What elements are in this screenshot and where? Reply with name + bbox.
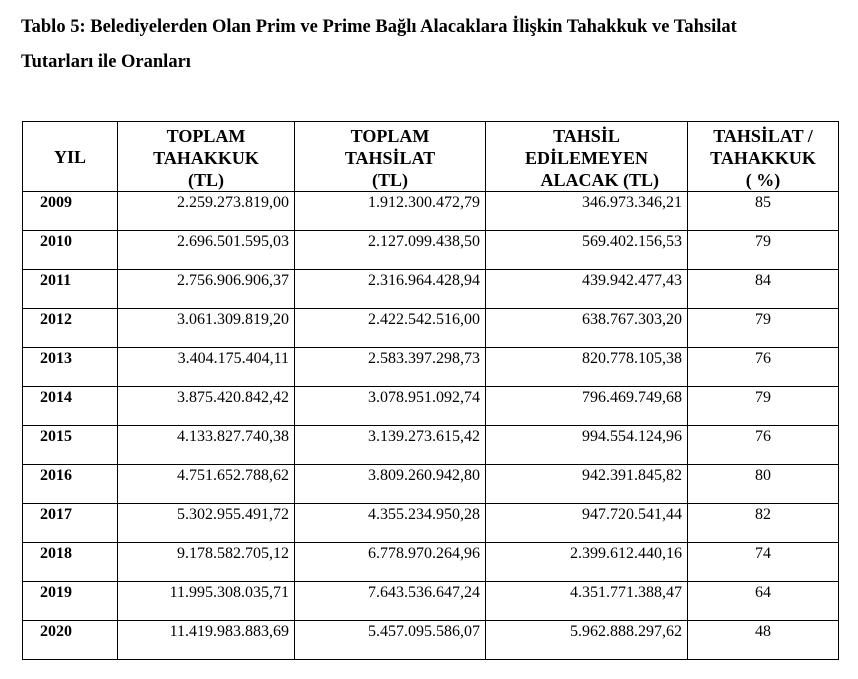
cell-year: 2014 [23,387,118,426]
cell-ratio: 76 [688,348,839,387]
header-year [23,122,118,192]
cell-total-accrual: 11.419.983.883,69 [118,621,295,660]
cell-year: 2016 [23,465,118,504]
cell-uncollected: 796.469.749,68 [486,387,688,426]
cell-ratio: 79 [688,387,839,426]
cell-total-accrual: 4.751.652.788,62 [118,465,295,504]
cell-total-accrual: 2.259.273.819,00 [118,192,295,231]
header-line: (TL) [372,170,408,190]
cell-total-collection: 3.809.260.942,80 [295,465,486,504]
caption-line-1: Tablo 5: Belediyelerden Olan Prim ve Prime Bağlı Alacaklara İlişkin Tahakkuk ve Tahsilat [21,17,737,37]
cell-uncollected: 942.391.845,82 [486,465,688,504]
cell-total-accrual: 2.756.906.906,37 [118,270,295,309]
cell-uncollected: 346.973.346,21 [486,192,688,231]
table-row [23,504,839,543]
cell-total-collection: 3.078.951.092,74 [295,387,486,426]
cell-year: 2019 [23,582,118,621]
cell-ratio: 82 [688,504,839,543]
cell-ratio: 79 [688,231,839,270]
cell-year: 2018 [23,543,118,582]
cell-year: 2009 [23,192,118,231]
data-table [22,121,839,660]
table-row [23,270,839,309]
cell-total-collection: 4.355.234.950,28 [295,504,486,543]
header-line: TOPLAM [350,126,430,146]
header-line: ALACAK (TL) [540,170,659,190]
cell-total-accrual: 2.696.501.595,03 [118,231,295,270]
cell-year: 2017 [23,504,118,543]
cell-total-accrual: 3.875.420.842,42 [118,387,295,426]
table-row [23,309,839,348]
cell-ratio: 80 [688,465,839,504]
cell-year: 2010 [23,231,118,270]
cell-total-collection: 2.127.099.438,50 [295,231,486,270]
cell-ratio: 85 [688,192,839,231]
cell-uncollected: 820.778.105,38 [486,348,688,387]
cell-ratio: 79 [688,309,839,348]
cell-uncollected: 2.399.612.440,16 [486,543,688,582]
cell-uncollected: 4.351.771.388,47 [486,582,688,621]
header-line: TAHSİL [553,126,620,146]
cell-ratio: 64 [688,582,839,621]
cell-total-collection: 6.778.970.264,96 [295,543,486,582]
cell-total-collection: 2.422.542.516,00 [295,309,486,348]
table-caption [21,10,841,80]
cell-year: 2020 [23,621,118,660]
cell-total-accrual: 11.995.308.035,71 [118,582,295,621]
cell-year: 2015 [23,426,118,465]
table-row [23,192,839,231]
table-row [23,582,839,621]
cell-ratio: 48 [688,621,839,660]
cell-total-accrual: 9.178.582.705,12 [118,543,295,582]
cell-total-accrual: 4.133.827.740,38 [118,426,295,465]
cell-uncollected: 5.962.888.297,62 [486,621,688,660]
cell-total-accrual: 3.404.175.404,11 [118,348,295,387]
cell-total-collection: 3.139.273.615,42 [295,426,486,465]
table-row [23,231,839,270]
header-line: EDİLEMEYEN [524,148,649,168]
header-row [23,122,839,192]
header-line: TAHSİLAT / [713,126,813,146]
table-row [23,426,839,465]
cell-total-accrual: 3.061.309.819,20 [118,309,295,348]
cell-uncollected: 947.720.541,44 [486,504,688,543]
cell-ratio: 74 [688,543,839,582]
cell-year: 2013 [23,348,118,387]
header-total-accrual [118,122,295,192]
header-line: TAHSİLAT [344,148,436,168]
cell-total-collection: 5.457.095.586,07 [295,621,486,660]
header-line: TAHAKKUK [153,148,259,168]
table-row [23,465,839,504]
cell-total-collection: 7.643.536.647,24 [295,582,486,621]
header-line: TAHAKKUK [710,148,816,168]
table-row [23,348,839,387]
cell-uncollected: 638.767.303,20 [486,309,688,348]
header-line: ( %) [745,170,781,190]
header-line: TOPLAM [166,126,246,146]
cell-year: 2011 [23,270,118,309]
cell-total-accrual: 5.302.955.491,72 [118,504,295,543]
cell-ratio: 84 [688,270,839,309]
cell-uncollected: 994.554.124,96 [486,426,688,465]
cell-total-collection: 2.583.397.298,73 [295,348,486,387]
header-ratio [688,122,839,192]
cell-year: 2012 [23,309,118,348]
cell-uncollected: 439.942.477,43 [486,270,688,309]
cell-total-collection: 2.316.964.428,94 [295,270,486,309]
caption-line-2: Tutarları ile Oranları [21,52,191,72]
table-row [23,543,839,582]
cell-ratio: 76 [688,426,839,465]
table-row [23,621,839,660]
header-line: (TL) [188,170,224,190]
table-row [23,387,839,426]
header-total-collection [295,122,486,192]
header-uncollected [486,122,688,192]
cell-total-collection: 1.912.300.472,79 [295,192,486,231]
header-year-label: YIL [53,146,86,167]
cell-uncollected: 569.402.156,53 [486,231,688,270]
